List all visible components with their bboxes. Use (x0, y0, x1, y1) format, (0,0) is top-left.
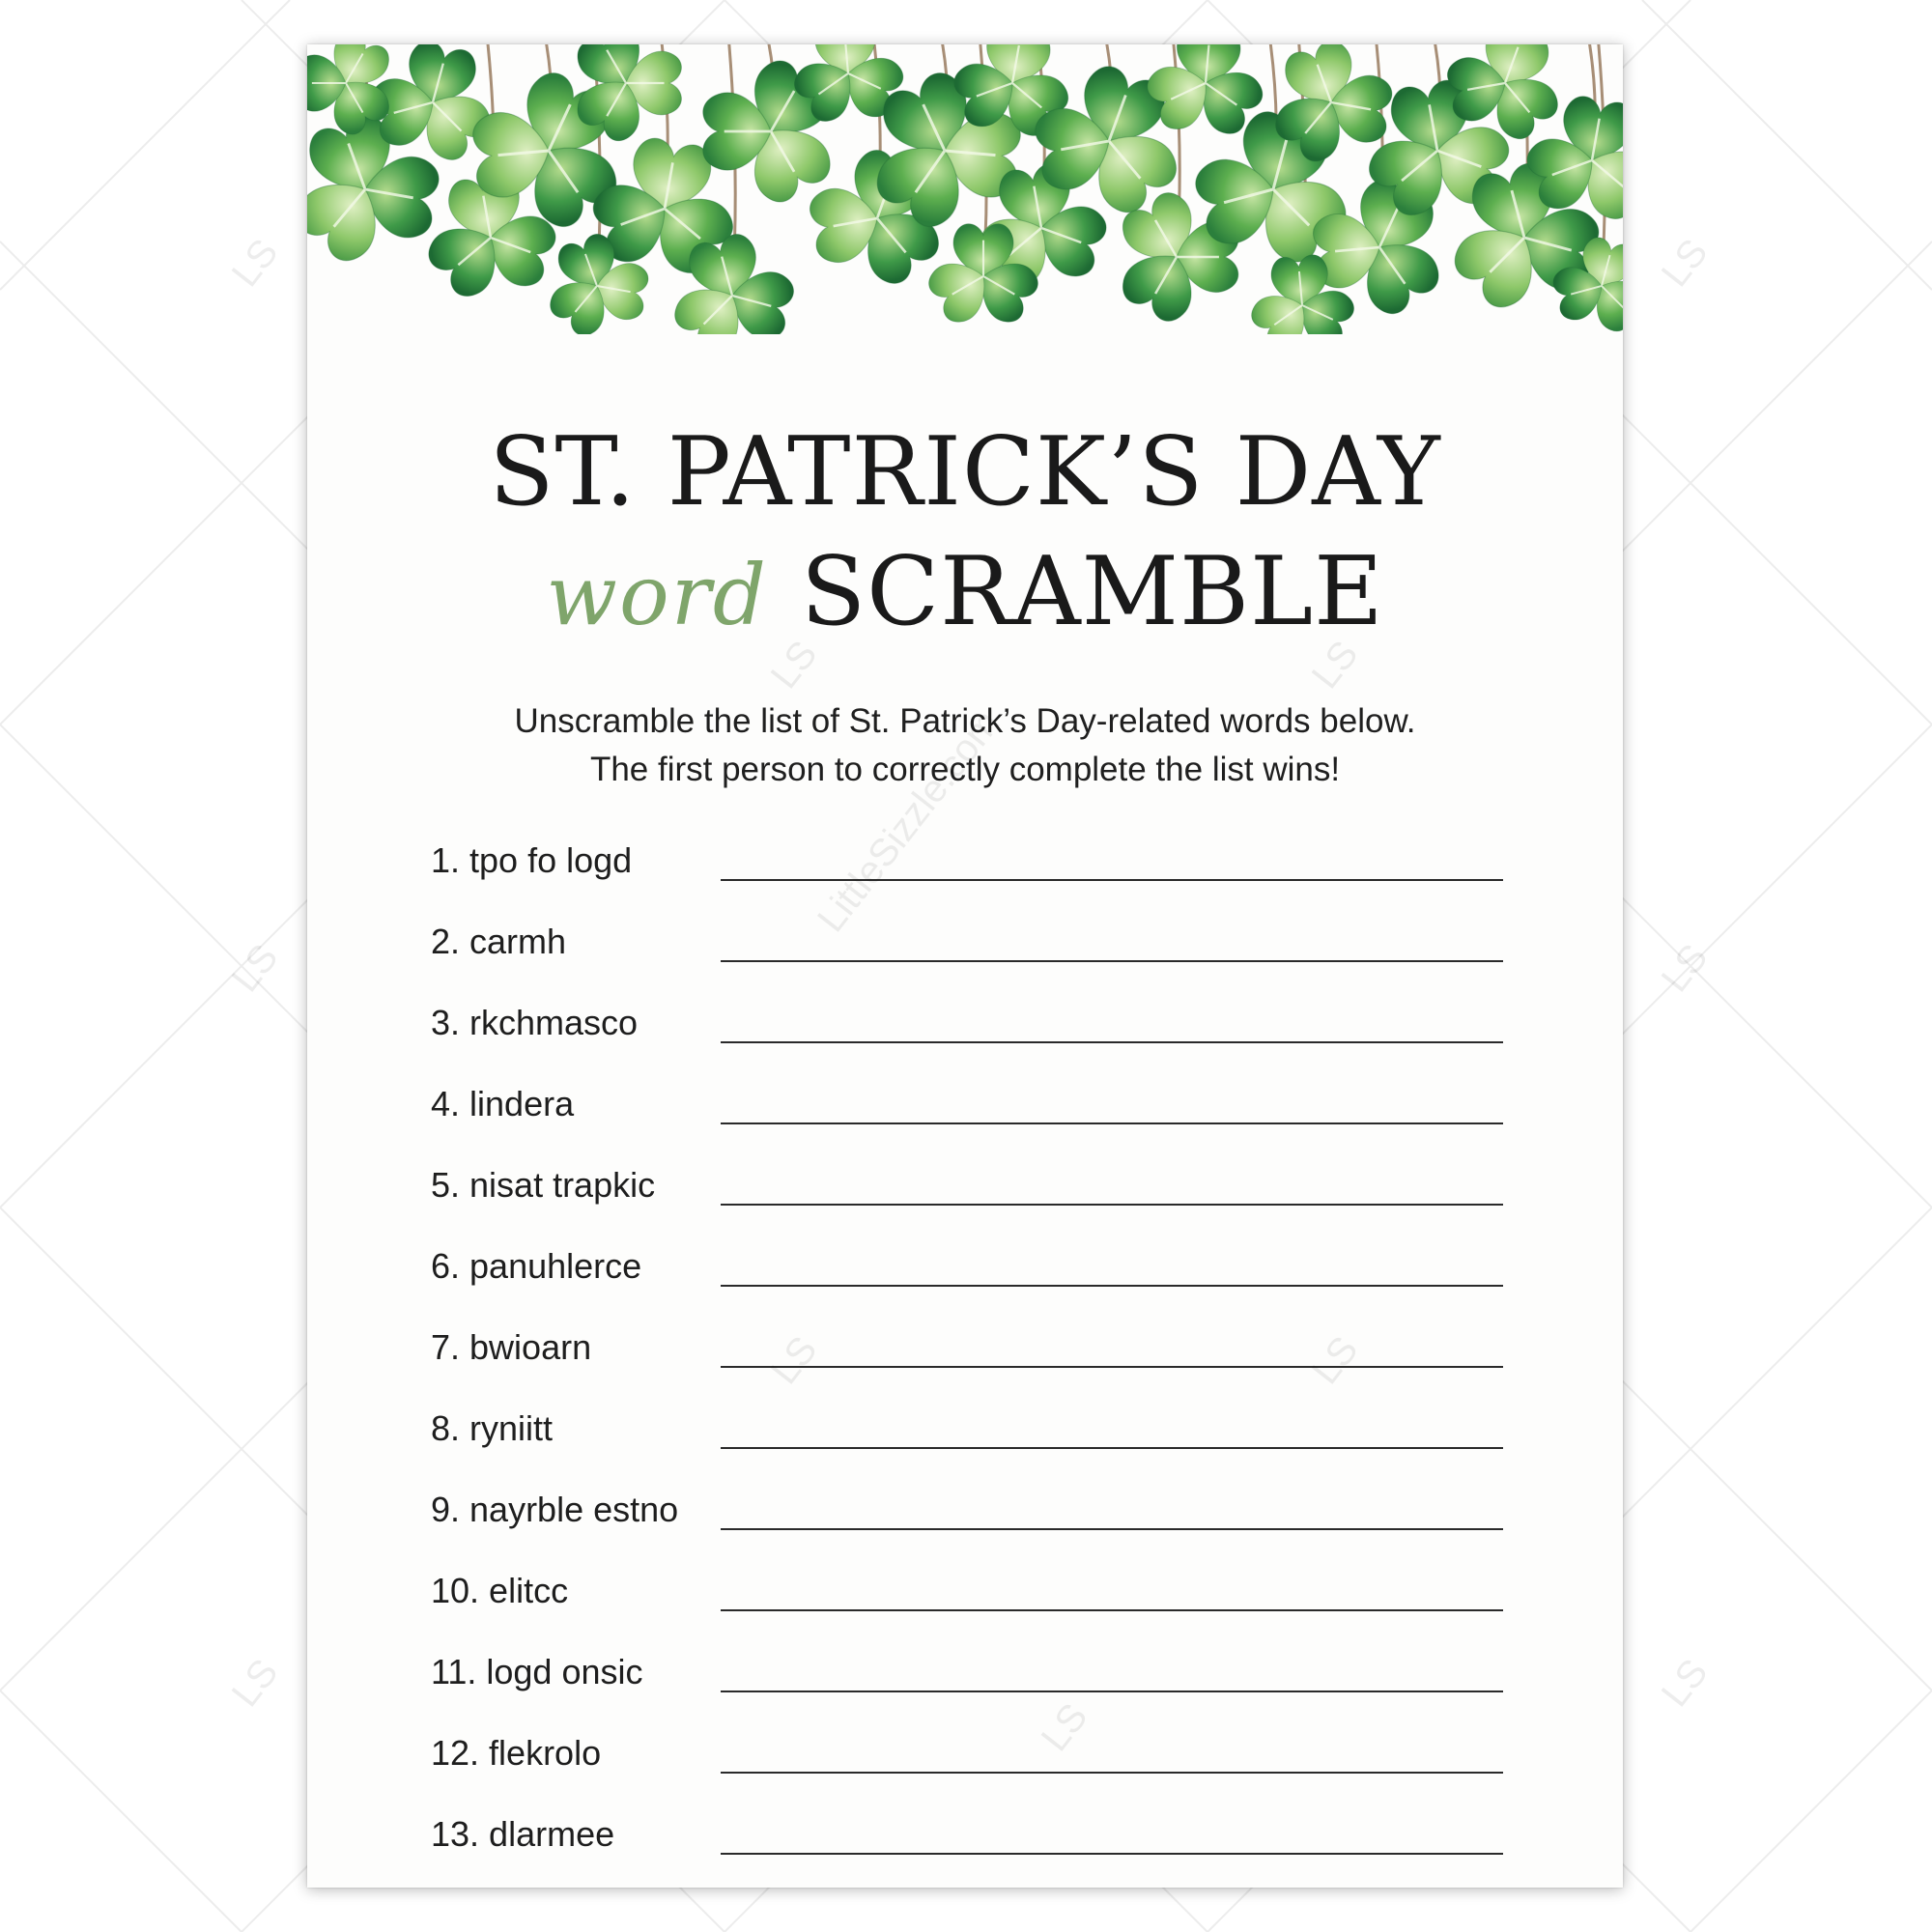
answer-line (721, 1853, 1503, 1855)
answer-line (721, 1609, 1503, 1611)
list-item (431, 1648, 1503, 1729)
answer-line (721, 1204, 1503, 1206)
scrambled-word: 6. panuhlerce (431, 1246, 642, 1286)
list-item (431, 1161, 1503, 1242)
answer-line (721, 1366, 1503, 1368)
scrambled-word: 2. carmh (431, 922, 567, 961)
watermark-initials: LS (1303, 633, 1367, 697)
scrambled-word: 13. dlarmee (431, 1814, 615, 1854)
scrambled-word: 12. flekrolo (431, 1733, 602, 1773)
scrambled-word: 8. ryniitt (431, 1408, 554, 1448)
answer-line (721, 1122, 1503, 1124)
watermark-initials: LS (1653, 936, 1717, 1001)
answer-line (721, 1772, 1503, 1774)
watermark-initials: LS (1033, 1695, 1096, 1760)
scrambled-word: 4. lindera (431, 1084, 575, 1123)
list-item (431, 999, 1503, 1080)
watermark-initials: LS (223, 231, 287, 296)
list-item (431, 1486, 1503, 1567)
watermark-initials: LS (1303, 1328, 1367, 1393)
title-line-1: ST. PATRICK’S DAY (489, 417, 1441, 527)
list-item (431, 1242, 1503, 1323)
answer-line (721, 879, 1503, 881)
scrambled-word: 9. nayrble estno (431, 1490, 679, 1529)
title-scramble-word: SCRAMBLE (800, 537, 1384, 647)
watermark-initials: LS (223, 936, 287, 1001)
shamrock-border (307, 44, 1623, 334)
answer-line (721, 1285, 1503, 1287)
scrambled-word: 3. rkchmasco (431, 1003, 639, 1042)
answer-line (721, 1447, 1503, 1449)
list-item (431, 1810, 1503, 1888)
title-line-2 (307, 537, 1623, 653)
watermark-site: LittleSizzle.com (810, 702, 1009, 941)
list-item (431, 1080, 1503, 1161)
list-item (431, 1567, 1503, 1648)
word-list (431, 837, 1503, 1888)
scrambled-word: 5. nisat trapkic (431, 1165, 656, 1205)
watermark-initials: LS (762, 1328, 826, 1393)
scrambled-word: 1. tpo fo logd (431, 840, 633, 880)
list-item (431, 1729, 1503, 1810)
watermark-initials: LS (223, 1651, 287, 1716)
list-item (431, 918, 1503, 999)
game-card (307, 44, 1623, 1888)
scrambled-word: 7. bwioarn (431, 1327, 592, 1367)
instructions-line-2: The first person to correctly complete the list wins! (589, 751, 1341, 788)
list-item (431, 1323, 1503, 1405)
instructions-line-1: Unscramble the list of St. Patrick’s Day-related words below. (514, 702, 1416, 740)
answer-line (721, 1528, 1503, 1530)
answer-line (721, 960, 1503, 962)
answer-line (721, 1690, 1503, 1692)
list-item (431, 1405, 1503, 1486)
watermark-initials: LS (1653, 231, 1717, 296)
title-script-word: word (546, 548, 768, 644)
scrambled-word: 10. elitcc (431, 1571, 569, 1610)
scrambled-word: 11. logd onsic (431, 1652, 643, 1691)
watermark-initials: LS (1653, 1651, 1717, 1716)
instructions (307, 697, 1623, 794)
watermark-initials: LS (762, 633, 826, 697)
answer-line (721, 1041, 1503, 1043)
list-item (431, 837, 1503, 918)
